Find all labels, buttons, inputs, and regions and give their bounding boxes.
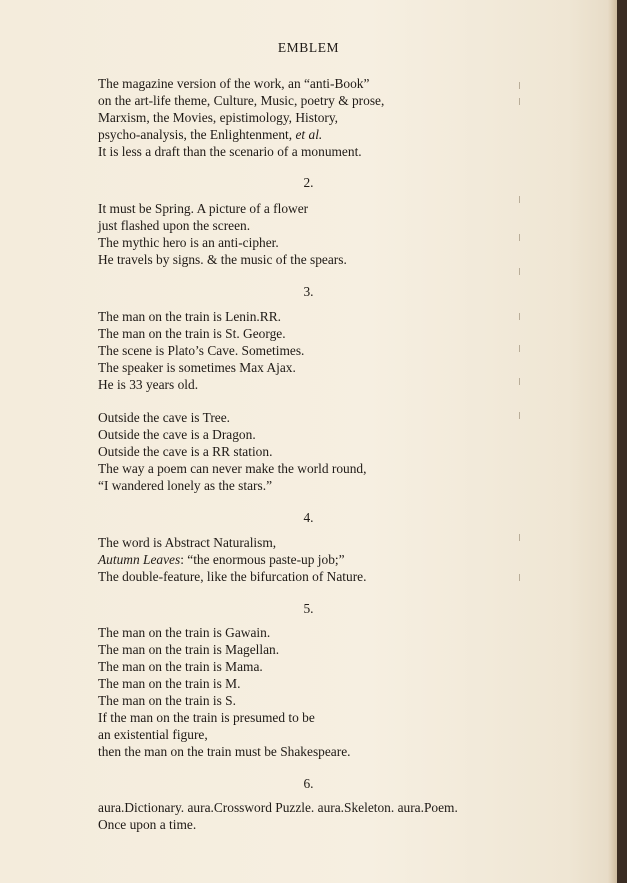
page-title: EMBLEM	[277, 40, 340, 55]
show-through-mark	[519, 268, 520, 275]
italic-et-al: et al.	[295, 127, 323, 142]
stanza-3b	[98, 409, 366, 494]
text-line: The man on the train is St. George.	[98, 326, 286, 341]
stanza-3	[98, 308, 304, 393]
text-line: Outside the cave is a Dragon.	[98, 427, 256, 442]
text-line: The man on the train is Lenin.RR.	[98, 309, 281, 324]
text-line: an existential figure,	[98, 727, 208, 742]
text-line: on the art-life theme, Culture, Music, poetry & prose,	[98, 93, 385, 108]
section-number-3: 3.	[303, 284, 314, 299]
section-number-5: 5.	[303, 601, 314, 616]
text-line: If the man on the train is presumed to be	[98, 710, 315, 725]
text-line: It must be Spring. A picture of a flower	[98, 201, 309, 216]
show-through-mark	[519, 82, 520, 89]
italic-autumn-leaves: Autumn Leaves	[98, 552, 181, 567]
text-line: The magazine version of the work, an “anti-Book”	[98, 76, 370, 91]
text-line: The word is Abstract Naturalism,	[98, 535, 277, 550]
show-through-mark	[519, 345, 520, 352]
text-line: then the man on the train must be Shakespeare.	[98, 744, 351, 759]
show-through-mark	[519, 196, 520, 203]
section-number-2: 2.	[303, 175, 314, 190]
text-line: just flashed upon the screen.	[98, 218, 251, 233]
page-edge	[608, 0, 617, 883]
text-line: The man on the train is Gawain.	[98, 625, 271, 640]
text-line: The man on the train is Mama.	[98, 659, 263, 674]
text-line: Outside the cave is a RR station.	[98, 444, 273, 459]
section-number-4: 4.	[303, 510, 314, 525]
show-through-mark	[519, 234, 520, 241]
stanza-6	[98, 799, 458, 833]
text-line: The scene is Plato’s Cave. Sometimes.	[98, 343, 305, 358]
show-through-mark	[519, 574, 520, 581]
stanza-4	[98, 534, 366, 585]
text-line	[98, 551, 366, 568]
text-line: Outside the cave is Tree.	[98, 410, 231, 425]
show-through-mark	[519, 412, 520, 419]
show-through-mark	[519, 313, 520, 320]
text-line: Once upon a time.	[98, 817, 197, 832]
stanza-1	[98, 75, 384, 160]
text-line: The speaker is sometimes Max Ajax.	[98, 360, 296, 375]
section-number-6: 6.	[303, 776, 314, 791]
text-line	[98, 126, 384, 143]
text-line: The man on the train is M.	[98, 676, 241, 691]
text-line: The double-feature, like the bifurcation of Nature.	[98, 569, 367, 584]
text-line: The man on the train is Magellan.	[98, 642, 280, 657]
stanza-2	[98, 200, 347, 268]
text-line: Marxism, the Movies, epistimology, History,	[98, 110, 339, 125]
show-through-mark	[519, 534, 520, 541]
text-line: The way a poem can never make the world round,	[98, 461, 367, 476]
show-through-mark	[519, 378, 520, 385]
show-through-mark	[519, 98, 520, 105]
text-line: He travels by signs. & the music of the spears.	[98, 252, 347, 267]
text-line: “I wandered lonely as the stars.”	[98, 478, 273, 493]
text-line: He is 33 years old.	[98, 377, 199, 392]
text-segment: : “the enormous paste-up job;”	[180, 552, 345, 567]
stanza-5	[98, 624, 351, 760]
text-line: The mythic hero is an anti-cipher.	[98, 235, 279, 250]
text-line: It is less a draft than the scenario of a monument.	[98, 144, 362, 159]
text-line: The man on the train is S.	[98, 693, 236, 708]
text-segment: psycho-analysis, the Enlightenment,	[98, 127, 296, 142]
text-line: aura.Dictionary. aura.Crossword Puzzle. aura.Skeleton. aura.Poem.	[98, 800, 458, 815]
